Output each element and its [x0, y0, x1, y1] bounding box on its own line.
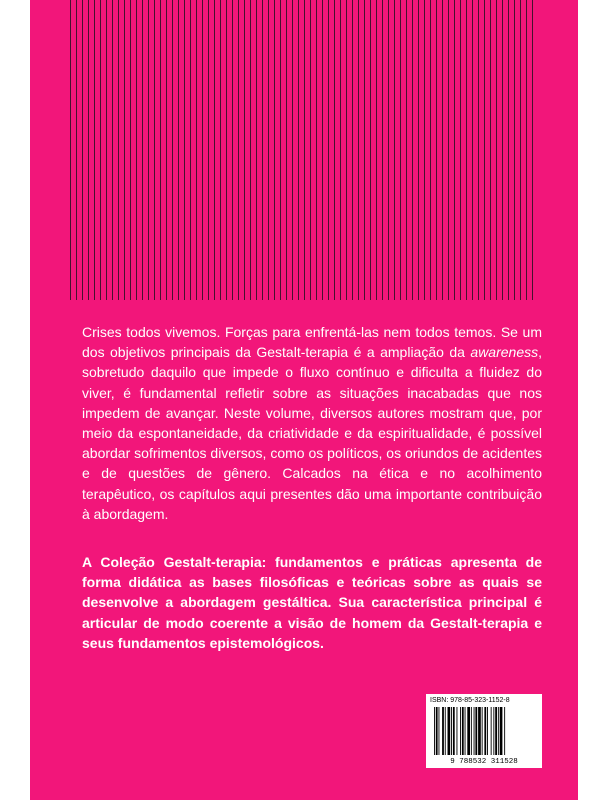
barcode-bar — [504, 707, 505, 755]
barcode-bar — [491, 707, 492, 755]
barcode-bar — [436, 707, 438, 755]
book-back-cover — [30, 0, 578, 800]
synopsis-text-end: , sobretudo daquilo que impede o fluxo contínuo e dificulta a fluidez do viver, é fundamental refletir sobre as situações inacabadas que nos impedem de avançar. Neste volume, diversos autores mostram que, por meio da espontaneidade, da criatividade e da espiritualidade, é possível abordar sofrimentos diversos, como os políticos, os oriundos de acidentes e de questões de gênero. Calcados na ética e no acolhimento terapêutico, os capítulos aqui presentes dão uma importante contribuição à abordagem. — [82, 344, 542, 522]
barcode-bar — [478, 707, 481, 755]
barcode-bar — [475, 707, 477, 755]
barcode-bar — [484, 707, 486, 755]
barcode-graphic — [430, 707, 538, 765]
barcode-digits: 9 788532 311528 — [450, 758, 518, 765]
barcode-bar — [434, 707, 435, 755]
barcode-bar — [439, 707, 440, 755]
barcode-bar — [453, 707, 455, 755]
barcode-bar — [462, 707, 464, 755]
barcode-bar — [457, 707, 458, 755]
barcode-bar — [487, 707, 488, 755]
barcode-bar — [471, 707, 472, 755]
barcode-bar — [451, 707, 452, 755]
barcode-bars — [434, 707, 505, 755]
barcode-bar — [495, 707, 497, 755]
barcode-bar — [460, 707, 461, 755]
barcode-bar — [498, 707, 499, 755]
synopsis-italic-term: awareness — [470, 344, 539, 361]
synopsis-text-start: Crises todos vivemos. Forças para enfrentá-las nem todos temos. Se um dos objetivos principais da Gestalt-terapia é a ampliação da — [82, 324, 542, 361]
barcode-bar — [465, 707, 466, 755]
barcode-bar — [448, 707, 451, 755]
decorative-stripes — [70, 0, 536, 300]
barcode-bar — [474, 707, 475, 755]
barcode-bar — [500, 707, 503, 755]
collection-description: A Coleção Gestalt-terapia: fundamentos e práticas apresenta de forma didática as bases filosóficas e teóricas sobre as quais se desenvolve a abordagem gestáltica. Sua característica principal é articular de modo coerente a visão de homem da Gestalt-terapia e seus fundamentos epistemológicos. — [82, 554, 542, 651]
barcode-bar — [482, 707, 483, 755]
isbn-label: ISBN: 978-85-323-1152-8 — [430, 697, 510, 704]
barcode-bar — [493, 707, 494, 755]
synopsis-paragraph — [82, 322, 542, 524]
barcode-bar — [442, 707, 444, 755]
barcode-box — [426, 694, 542, 768]
barcode-bar — [467, 707, 470, 755]
barcode-bar — [445, 707, 446, 755]
